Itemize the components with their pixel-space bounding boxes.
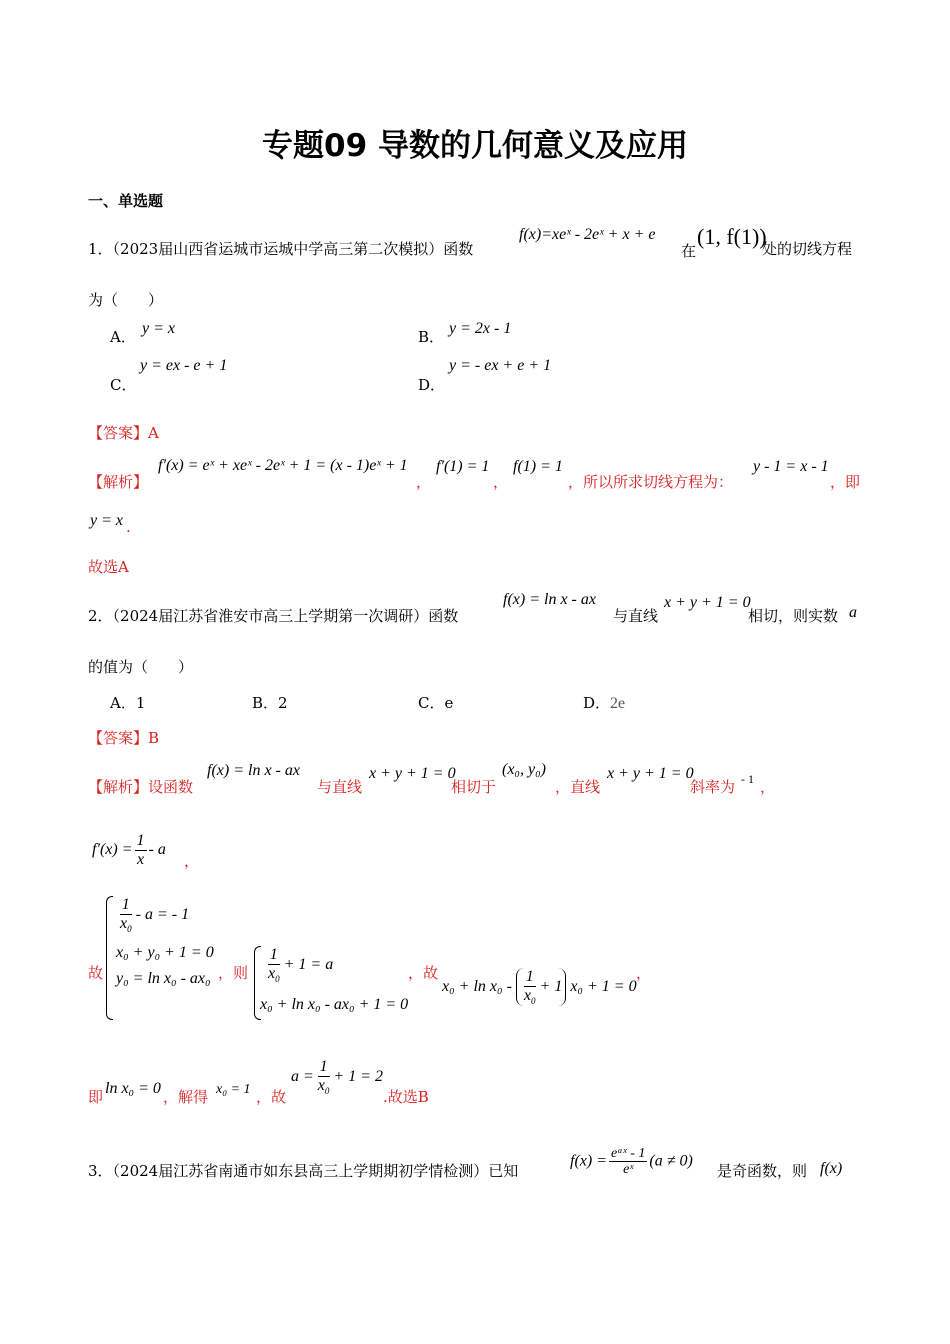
q2-ji: 即 [88, 1088, 104, 1106]
q1-analysis-text-2: ，即 [830, 473, 861, 491]
q1-derivative: f′(x) = eˣ + xeˣ - 2eˣ + 1 = (x - 1)eˣ + 1 [158, 457, 408, 474]
q2-system-2: $\frac{1}{x_0}$ + 1 = a x₀ + ln x₀ - ax₀ + 1 = 0 [254, 946, 414, 1020]
q2-analysis-line-eq: x + y + 1 = 0 [369, 765, 456, 782]
q2-gu-3: ，故 [256, 1088, 287, 1106]
q1-point: (1, f(1)) [697, 224, 767, 249]
q3-number: 3． [88, 1162, 113, 1180]
q2-analysis-point: (x₀, y₀) [502, 761, 546, 778]
q1-function: f(x)=xeˣ - 2eˣ + x + e [519, 226, 656, 243]
q1-fprime-1: f′(1) = 1 [436, 458, 490, 475]
q2-number: 2． [88, 607, 113, 625]
q2-a-value: a = $\frac{1}{x_0}$ + 1 = 2 [291, 1058, 383, 1096]
q1-stem-b: 处的切线方程 [762, 240, 853, 258]
q1-option-c-label[interactable]: C． [110, 376, 137, 394]
q1-option-b-label[interactable]: B． [418, 328, 445, 346]
q1-result: y = x [90, 512, 123, 529]
q3-fx: f(x) [820, 1160, 843, 1177]
q1-tangent-eq: y - 1 = x - 1 [753, 458, 829, 475]
q1-option-b-expr: y = 2x - 1 [449, 320, 512, 337]
q2-ze: ，则 [218, 964, 249, 982]
q1-stem-line [88, 238, 473, 259]
q2-analysis-comma: ， [760, 778, 776, 796]
q2-analysis-line: 【解析】设函数 [88, 778, 194, 796]
q2-stem-line [88, 605, 458, 626]
q2-stem-c: 的值为（ ） [88, 658, 194, 676]
q2-derivative: f′(x) = $\frac{1}{x}$ - a [92, 832, 166, 868]
q2-option-c[interactable]: C．e [418, 694, 454, 712]
q2-analysis-func: f(x) = ln x - ax [207, 762, 300, 779]
q1-analysis-text-1: ，所以所求切线方程为： [568, 473, 734, 491]
q2-tail-comma: ， [636, 964, 652, 982]
q1-option-d-label[interactable]: D． [418, 376, 446, 394]
q3-stem-b: 是奇函数，则 [717, 1162, 808, 1180]
q2-with-line: 与直线 [613, 607, 659, 625]
q2-x0: x₀ = 1 [216, 1082, 251, 1097]
q2-analysis-tangent-at: 相切于 [451, 778, 497, 796]
q1-analysis-tag: 【解析】 [88, 473, 149, 491]
q1-number: 1． [88, 240, 113, 258]
q2-gu-2: ，故 [408, 964, 439, 982]
q3-stem-line [88, 1160, 518, 1181]
q2-system-1: $\frac{1}{x_0}$ - a = - 1 x₀ + y₀ + 1 = 0 y₀ = ln x₀ - ax₀ [106, 896, 216, 1020]
q1-source: （2023届山西省运城市运城中学高三第二次模拟）函数 [112, 240, 474, 258]
q2-lnx0: ln x₀ = 0 [105, 1080, 161, 1097]
q2-jiede: ，解得 [163, 1088, 209, 1106]
q1-stem-c: 为（ ） [88, 291, 164, 309]
q1-choose: 故选A [88, 558, 129, 576]
q2-option-d[interactable]: D．2e [583, 694, 626, 712]
q2-answer: 【答案】B [88, 729, 160, 747]
q2-var-a: a [849, 604, 857, 621]
q1-option-d-expr: y = - ex + e + 1 [449, 357, 552, 374]
q2-derivative-comma: ， [184, 852, 200, 870]
q1-comma-2: ， [493, 473, 509, 491]
q2-analysis-line-word: ，直线 [555, 778, 601, 796]
section-heading: 一、单选题 [88, 192, 164, 210]
q3-function: f(x) = $\frac{\text{eᵃˣ - 1}}{\text{eˣ}}$ (a ≠ 0) [570, 1146, 693, 1178]
q2-option-a[interactable]: A．1 [110, 694, 146, 712]
q2-option-b[interactable]: B．2 [252, 694, 288, 712]
q2-equation-3: x₀ + ln x₀ - $\frac{1}{x_0}$ + 1 x₀ + 1 = 0 [442, 968, 637, 1006]
q1-option-c-expr: y = ex - e + 1 [140, 357, 228, 374]
q2-line: x + y + 1 = 0 [664, 594, 751, 611]
q2-choose: .故选B [383, 1088, 429, 1106]
q2-analysis-slope: - 1 [741, 772, 754, 786]
q1-answer: 【答案】A [88, 424, 159, 442]
q2-source: （2024届江苏省淮安市高三上学期第一次调研）函数 [112, 607, 459, 625]
q2-function: f(x) = ln x - ax [503, 591, 596, 608]
q1-option-a-label[interactable]: A． [110, 328, 136, 346]
q3-source: （2024届江苏省南通市如东县高三上学期期初学情检测）已知 [112, 1162, 519, 1180]
q2-stem-b: 相切，则实数 [748, 607, 839, 625]
q1-option-a-expr: y = x [142, 320, 175, 337]
q2-analysis-line-eq-2: x + y + 1 = 0 [607, 765, 694, 782]
q2-analysis-slope-word: 斜率为 [690, 778, 736, 796]
page-title: 专题09 导数的几何意义及应用 [262, 128, 688, 164]
q2-analysis-with-line: 与直线 [317, 778, 363, 796]
q2-gu: 故 [88, 964, 104, 982]
q1-at: 在 [681, 242, 697, 260]
q1-comma-1: ， [416, 473, 432, 491]
q1-period: . [126, 518, 131, 536]
q1-f-1: f(1) = 1 [513, 458, 563, 475]
